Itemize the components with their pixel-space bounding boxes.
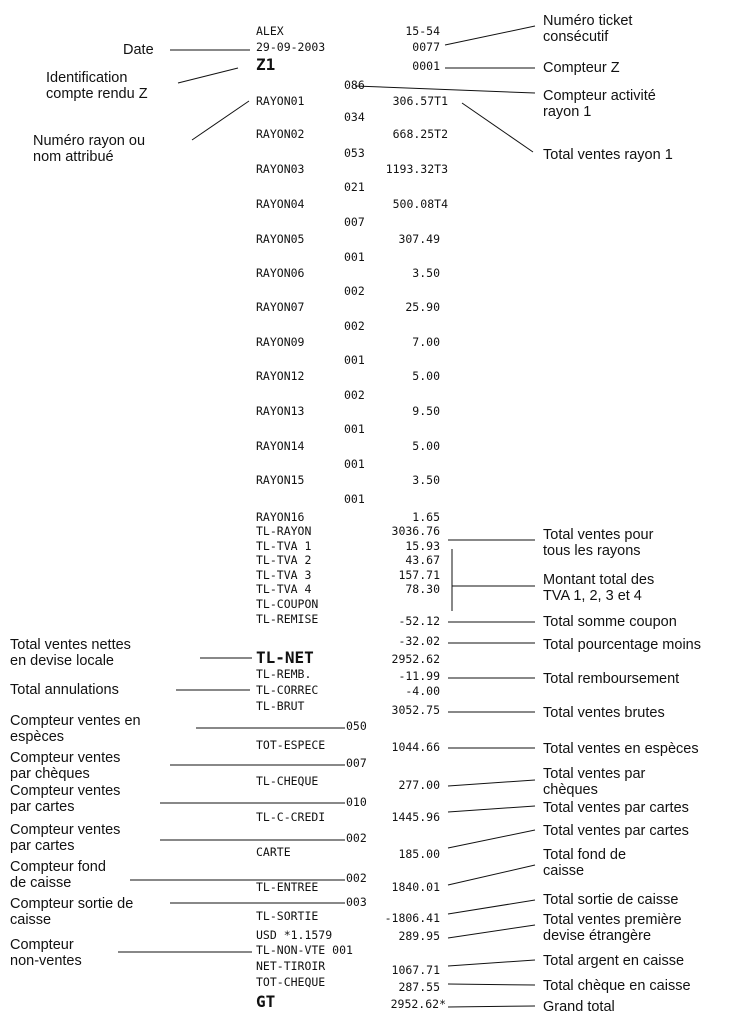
receipt-date: 29-09-2003 bbox=[256, 40, 326, 54]
receipt-z-counter: 0001 bbox=[412, 59, 440, 73]
dept-count: 002 bbox=[344, 319, 365, 333]
tot-espece-count: 050 bbox=[346, 719, 367, 733]
tl-correc-label: TL-CORREC bbox=[256, 683, 319, 697]
leader-line bbox=[448, 865, 535, 885]
leader-line bbox=[355, 86, 535, 93]
annotation-float-counter: Compteur fond de caisse bbox=[10, 859, 106, 892]
annotation-dept-sales: Total ventes rayon 1 bbox=[543, 147, 673, 163]
annotation-date: Date bbox=[123, 42, 154, 58]
dept-amount: 5.00 bbox=[412, 369, 440, 383]
dept-name: RAYON12 bbox=[256, 369, 305, 383]
annotation-z-counter: Compteur Z bbox=[543, 60, 620, 76]
tl-tva-1-label: TL-TVA 1 bbox=[256, 539, 312, 553]
dept-amount: 25.90 bbox=[405, 300, 440, 314]
dept-count: 001 bbox=[344, 457, 365, 471]
annotation-cash-counter: Compteur ventes en espèces bbox=[10, 713, 141, 746]
leader-line bbox=[448, 984, 535, 985]
annotation-payout-total: Total sortie de caisse bbox=[543, 892, 679, 908]
annotation-report-id: Identification compte rendu Z bbox=[46, 70, 148, 103]
dept-name: RAYON02 bbox=[256, 127, 305, 141]
annotation-vat-total: Montant total des TVA 1, 2, 3 et 4 bbox=[543, 572, 655, 605]
dept-count: 053 bbox=[344, 146, 365, 160]
tl-coupon-value: -52.12 bbox=[398, 614, 440, 628]
tl-correc-value: -4.00 bbox=[405, 684, 440, 698]
net-tiroir-label: NET-TIROIR bbox=[256, 959, 326, 973]
tl-cheque-count: 007 bbox=[346, 756, 367, 770]
annotation-cash-in-drawer: Total argent en caisse bbox=[543, 953, 685, 969]
annotation-ticket-number: Numéro ticket consécutif bbox=[543, 13, 633, 46]
net-tiroir-value: 1067.71 bbox=[391, 963, 440, 977]
annotation-cheque-in-drawer: Total chèque en caisse bbox=[543, 978, 691, 994]
tot-espece-label: TOT-ESPECE bbox=[256, 738, 326, 752]
receipt-ticket-number: 0077 bbox=[412, 40, 440, 54]
annotation-card-counter-2: Compteur ventes par cartes bbox=[10, 822, 121, 855]
annotation-card-counter-1: Compteur ventes par cartes bbox=[10, 783, 121, 816]
tl-net-label: TL-NET bbox=[256, 648, 314, 667]
tl-c-credi-label: TL-C-CREDI bbox=[256, 810, 326, 824]
annotation-minus-percent: Total pourcentage moins bbox=[543, 637, 701, 653]
annotation-coupon-total: Total somme coupon bbox=[543, 614, 677, 630]
annotation-no-sale-counter: Compteur non-ventes bbox=[10, 937, 82, 970]
tl-tva-4-value: 78.30 bbox=[405, 582, 440, 596]
annotation-foreign-currency: Total ventes première devise étrangère bbox=[543, 912, 682, 945]
dept-amount: 1.65 bbox=[412, 510, 440, 524]
receipt-report-id: Z1 bbox=[256, 55, 276, 74]
dept-name: RAYON01 bbox=[256, 94, 305, 108]
leader-line bbox=[192, 101, 249, 140]
carte-label: CARTE bbox=[256, 845, 291, 859]
dept-count: 001 bbox=[344, 422, 365, 436]
tl-brut-value: 3052.75 bbox=[391, 703, 440, 717]
dept-name: RAYON07 bbox=[256, 300, 305, 314]
tl-sortie-label: TL-SORTIE bbox=[256, 909, 319, 923]
dept-count: 021 bbox=[344, 180, 365, 194]
leader-line bbox=[448, 830, 535, 848]
dept-count: 001 bbox=[344, 250, 365, 264]
leader-line bbox=[178, 68, 238, 83]
leader-line bbox=[448, 1006, 535, 1007]
tl-entree-label: TL-ENTREE bbox=[256, 880, 319, 894]
leader-line bbox=[462, 103, 533, 152]
annotation-all-dept-sales: Total ventes pour tous les rayons bbox=[543, 527, 654, 560]
annotation-card-sales-1: Total ventes par cartes bbox=[543, 800, 689, 816]
dept-count: 002 bbox=[344, 388, 365, 402]
annotation-cheque-counter: Compteur ventes par chèques bbox=[10, 750, 121, 783]
dept-name: RAYON14 bbox=[256, 439, 305, 453]
tl-non-vte-label: TL-NON-VTE 001 bbox=[256, 943, 353, 957]
tl-cheque-value: 277.00 bbox=[398, 778, 440, 792]
dept-count: 001 bbox=[344, 353, 365, 367]
tl-cheque-label: TL-CHEQUE bbox=[256, 774, 319, 788]
annotation-grand-total: Grand total bbox=[543, 999, 615, 1015]
dept-amount: 7.00 bbox=[412, 335, 440, 349]
tl-tva-3-label: TL-TVA 3 bbox=[256, 568, 312, 582]
annotation-refund-total: Total remboursement bbox=[543, 671, 680, 687]
leader-line bbox=[448, 806, 535, 812]
tl-c-credi-count: 010 bbox=[346, 795, 367, 809]
tl-tva-3-value: 157.71 bbox=[398, 568, 440, 582]
annotation-payout-counter: Compteur sortie de caisse bbox=[10, 896, 134, 929]
tot-cheque-value: 287.55 bbox=[398, 980, 440, 994]
tl-entree-count: 002 bbox=[346, 871, 367, 885]
annotation-gross-sales: Total ventes brutes bbox=[543, 705, 665, 721]
annotation-cash-sales: Total ventes en espèces bbox=[543, 741, 699, 757]
tl-coupon-label: TL-COUPON bbox=[256, 597, 319, 611]
dept-name: RAYON06 bbox=[256, 266, 305, 280]
tl-rayon-value: 3036.76 bbox=[391, 524, 440, 538]
usd-label: USD *1.1579 bbox=[256, 928, 333, 942]
dept-amount: 9.50 bbox=[412, 404, 440, 418]
gt-value: 2952.62* bbox=[390, 997, 446, 1011]
leader-line bbox=[448, 780, 535, 786]
tl-remb-value: -11.99 bbox=[398, 669, 440, 683]
tl-net-value: 2952.62 bbox=[391, 652, 440, 666]
dept-amount: 306.57T1 bbox=[392, 94, 448, 108]
dept-amount: 668.25T2 bbox=[392, 127, 448, 141]
dept-count: 002 bbox=[344, 284, 365, 298]
tl-tva-2-label: TL-TVA 2 bbox=[256, 553, 312, 567]
dept-amount: 1193.32T3 bbox=[385, 162, 448, 176]
dept-count: 086 bbox=[344, 78, 365, 92]
dept-name: RAYON03 bbox=[256, 162, 305, 176]
gt-label: GT bbox=[256, 992, 276, 1011]
leader-line bbox=[448, 925, 535, 938]
tl-remise-label: TL-REMISE bbox=[256, 612, 319, 626]
annotation-cheque-sales: Total ventes par chèques bbox=[543, 766, 646, 799]
tot-cheque-label: TOT-CHEQUE bbox=[256, 975, 326, 989]
dept-count: 001 bbox=[344, 492, 365, 506]
tl-entree-value: 1840.01 bbox=[391, 880, 440, 894]
receipt-time: 15-54 bbox=[405, 24, 440, 38]
dept-count: 034 bbox=[344, 110, 365, 124]
tl-sortie-value: -1806.41 bbox=[384, 911, 440, 925]
tl-sortie-count: 003 bbox=[346, 895, 367, 909]
tl-tva-2-value: 43.67 bbox=[405, 553, 440, 567]
leader-line bbox=[448, 900, 535, 914]
dept-name: RAYON09 bbox=[256, 335, 305, 349]
carte-value: 185.00 bbox=[398, 847, 440, 861]
annotation-activity-counter: Compteur activité rayon 1 bbox=[543, 88, 656, 121]
annotation-float-total: Total fond de caisse bbox=[543, 847, 627, 880]
leader-line bbox=[448, 960, 535, 966]
tl-remb-label: TL-REMB. bbox=[256, 667, 312, 681]
annotation-card-sales-2: Total ventes par cartes bbox=[543, 823, 689, 839]
dept-amount: 3.50 bbox=[412, 473, 440, 487]
dept-amount: 3.50 bbox=[412, 266, 440, 280]
dept-amount: 5.00 bbox=[412, 439, 440, 453]
annotation-net-sales: Total ventes nettes en devise locale bbox=[10, 637, 131, 670]
receipt-operator: ALEX bbox=[256, 24, 284, 38]
tl-remise-value: -32.02 bbox=[398, 634, 440, 648]
tot-espece-value: 1044.66 bbox=[391, 740, 440, 754]
carte-count: 002 bbox=[346, 831, 367, 845]
leader-line bbox=[445, 26, 535, 45]
dept-name: RAYON15 bbox=[256, 473, 305, 487]
dept-amount: 500.08T4 bbox=[392, 197, 448, 211]
dept-count: 007 bbox=[344, 215, 365, 229]
tl-brut-label: TL-BRUT bbox=[256, 699, 305, 713]
dept-name: RAYON16 bbox=[256, 510, 305, 524]
tl-tva-4-label: TL-TVA 4 bbox=[256, 582, 312, 596]
tl-rayon-label: TL-RAYON bbox=[256, 524, 312, 538]
annotation-cancellations: Total annulations bbox=[10, 682, 119, 698]
dept-name: RAYON05 bbox=[256, 232, 305, 246]
tl-c-credi-value: 1445.96 bbox=[391, 810, 440, 824]
dept-name: RAYON04 bbox=[256, 197, 305, 211]
dept-name: RAYON13 bbox=[256, 404, 305, 418]
annotation-department-name: Numéro rayon ou nom attribué bbox=[33, 133, 146, 166]
tl-tva-1-value: 15.93 bbox=[405, 539, 440, 553]
dept-amount: 307.49 bbox=[398, 232, 440, 246]
usd-value: 289.95 bbox=[398, 929, 440, 943]
